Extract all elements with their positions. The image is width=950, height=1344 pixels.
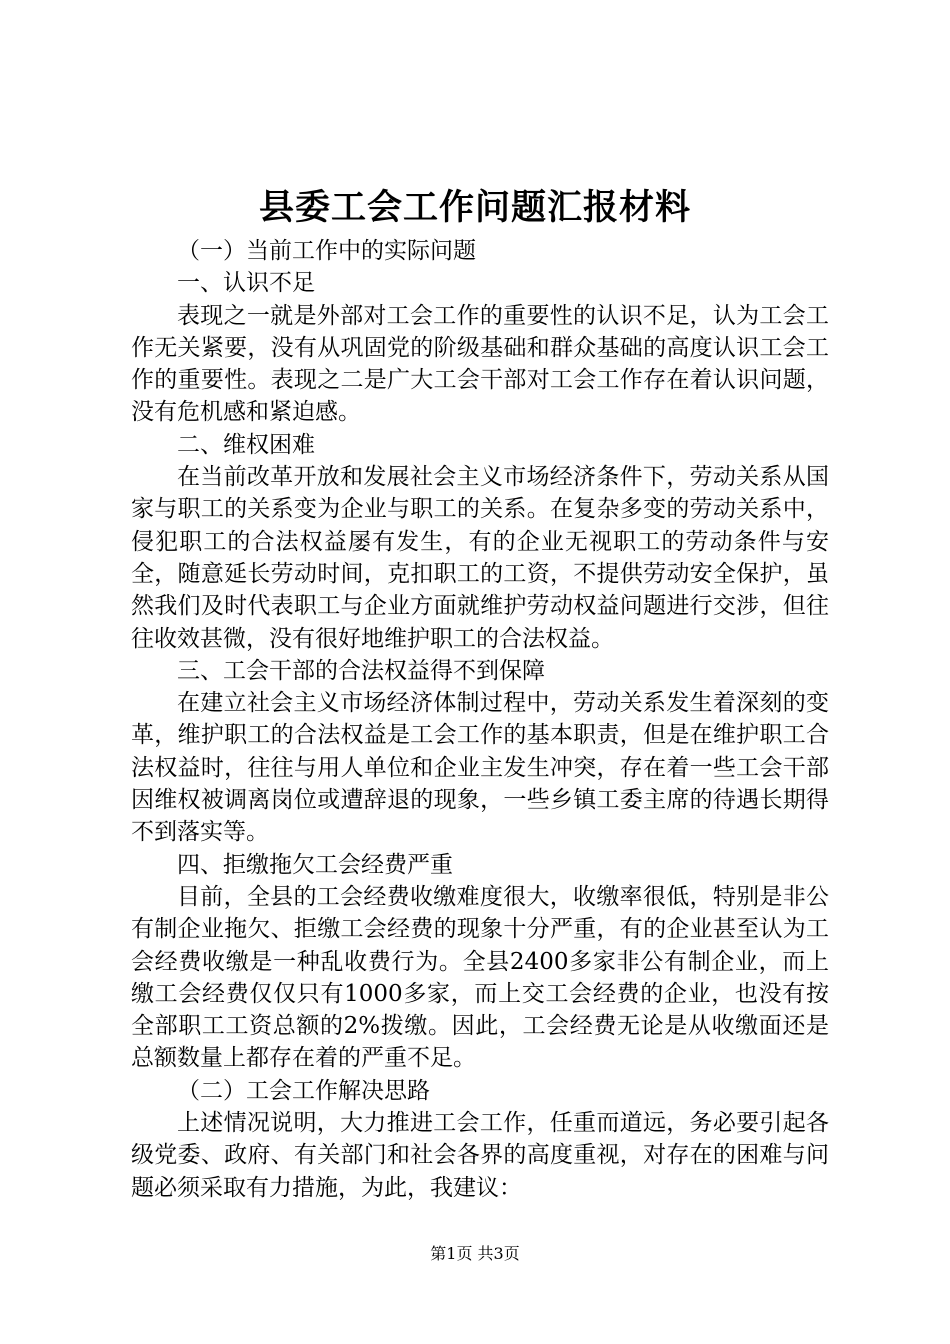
subsection-heading: 二、维权困难 [177, 431, 315, 458]
section-heading: （二）工会工作解决思路 [177, 1077, 430, 1104]
page-number-footer: 第1页 共3页 [430, 1244, 520, 1263]
document-body [131, 235, 829, 1204]
body-paragraph: 表现之一就是外部对工会工作的重要性的认识不足，认为工会工作无关紧要，没有从巩固党的阶级基础和群众基础的高度认识工会工作的重要性。表现之二是广大工会干部对工会工作存在着认识问题，没有危机感和紧迫感。 [131, 302, 829, 426]
subsection-heading: 四、拒缴拖欠工会经费严重 [177, 851, 453, 878]
body-paragraph: 在建立社会主义市场经济体制过程中，劳动关系发生着深刻的变革，维护职工的合法权益是工会工作的基本职责，但是在维护职工合法权益时，往往与用人单位和企业主发生冲突，存在着一些工会干部因维权被调离岗位或遭辞退的现象，一些乡镇工委主席的待遇长期得不到落实等。 [131, 690, 829, 846]
document-title: 县委工会工作问题汇报材料 [258, 187, 691, 228]
subsection-heading: 三、工会干部的合法权益得不到保障 [177, 657, 545, 684]
body-paragraph: 上述情况说明，大力推进工会工作，任重而道远，务必要引起各级党委、政府、有关部门和社会各界的高度重视，对存在的困难与问题必须采取有力措施，为此，我建议： [131, 1110, 829, 1201]
body-paragraph: 目前，全县的工会经费收缴难度很大，收缴率很低，特别是非公有制企业拖欠、拒缴工会经费的现象十分严重，有的企业甚至认为工会经费收缴是一种乱收费行为。全县2400多家非公有制企业，而上缴工会经费仅仅只有1000多家，而上交工会经费的企业，也没有按全部职工工资总额的2%拨缴。因此，工会经费无论是从收缴面还是总额数量上都存在着的严重不足。 [131, 883, 829, 1072]
subsection-heading: 一、认识不足 [177, 270, 315, 297]
body-paragraph: 在当前改革开放和发展社会主义市场经济条件下，劳动关系从国家与职工的关系变为企业与职工的关系。在复杂多变的劳动关系中，侵犯职工的合法权益屡有发生，有的企业无视职工的劳动条件与安全，随意延长劳动时间，克扣职工的工资，不提供劳动安全保护，虽然我们及时代表职工与企业方面就维护劳动权益问题进行交涉，但往往收效甚微，没有很好地维护职工的合法权益。 [131, 464, 829, 652]
section-heading: （一）当前工作中的实际问题 [177, 238, 476, 264]
